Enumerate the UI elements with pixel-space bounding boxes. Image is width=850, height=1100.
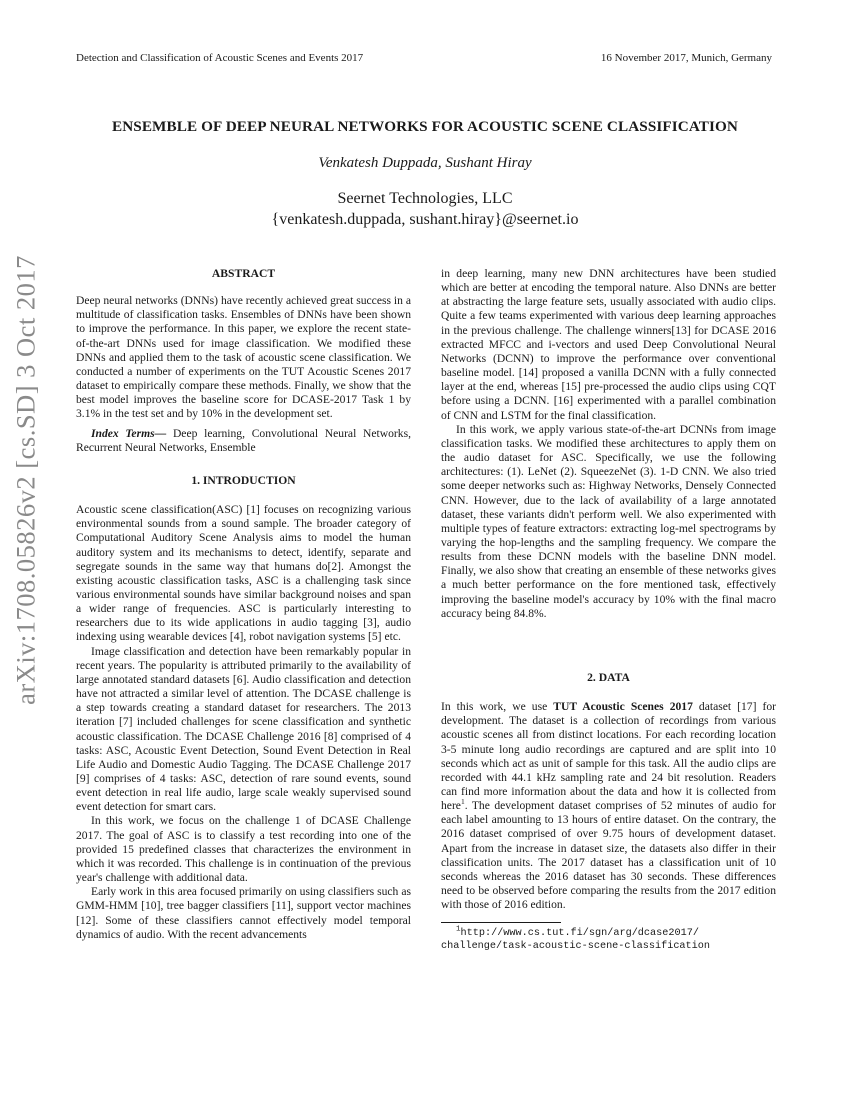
data-heading: 2. DATA: [587, 670, 630, 684]
data-text-b: . The development dataset comprises of 52 minutes of audio for each label amounting to 13 hours of entire dataset. On the contrary, the 2016 dataset comprised of over 9.75 hours of development dataset. Apart from the increase in dataset size, the datasets also differ in their classification units. The 2017 dataset has a classification unit of 10 seconds whereas the 2016 dataset has 30 seconds. These differences need to be observed before comparing the results from the 2017 edition with those of 2016 edition.: [441, 799, 776, 912]
intro-heading: 1. INTRODUCTION: [191, 473, 296, 487]
index-terms-text: Deep learning, Convolutional Neural Networks, Recurrent Neural Networks, Ensemble: [76, 426, 411, 454]
arxiv-stamp-text: arXiv:1708.05826v2 [cs.SD] 3 Oct 2017: [10, 255, 41, 705]
author-email: {venkatesh.duppada, sushant.hiray}@seernet.io: [271, 211, 579, 228]
intro-paragraph-2: Image classification and detection have been remarkably popular in recent years. The popularity is attributed primarily to the availability of large annotated standard datasets [6]. Audio classification and detection have not attracted a similar level of attention. The DCASE challenge is a step towards creating a standard dataset for researchers. The 2013 iteration [7] included challenges for scene classification and synthetic acoustic classification. The DCASE Challenge 2016 [8] comprised of 4 tasks: ASC, Acoustic Event Detection, Sound Event Detection in Real Life Audio and Domestic Audio Tagging. The DCASE Challenge 2017 [9] comprises of 4 tasks: ASC, detection of rare sound events, sound event detection in real life audio, large scale weakly supervised sound event detection for smart cars.: [76, 644, 411, 814]
index-terms: [76, 427, 411, 455]
intro-paragraph-6: In this work, we apply various state-of-the-art DCNNs from image classification tasks. We modified these architectures to apply them on the audio dataset for ASC. Specifically, we use the following architectures: (1). LeNet (2). SqueezeNet (3). 1-D CNN. We also tried some deeper networks such as: Highway Networks, Densely Connected CNN. However, due to the lack of availability of a large annotated dataset, these variants didn't perform well. We also experimented with multiple types of feature extractors: extracting log-mel spectrograms by varying the hop-lengths and the sampling frequency. We compare the results from these DCNN models with the baseline DNN model. Finally, we also show that creating an ensemble of these networks gives a much better performance on the fore mentioned task, effectively improving the baseline model's accuracy by 10% with the final macro accuracy being 84.8%.: [441, 422, 776, 620]
running-header-right: 16 November 2017, Munich, Germany: [600, 52, 772, 64]
abstract-heading: ABSTRACT: [211, 267, 276, 280]
footnote-ref: 1: [460, 797, 465, 807]
footnote-mark: 1: [456, 926, 461, 935]
intro-paragraph-4: Early work in this area focused primarily on using classifiers such as GMM-HMM [10], tree bagger classifiers [11], support vector machines [12]. Some of these classifiers cannot effectively model temporal dynamics of audio. With the recent advancements: [76, 885, 411, 941]
footnote-url-line-2: challenge/task-acoustic-scene-classification: [441, 941, 710, 953]
footnote: [441, 927, 776, 953]
dataset-name: TUT Acoustic Scenes 2017: [553, 700, 693, 714]
intro-paragraph-3: In this work, we focus on the challenge 1 of DCASE Challenge 2017. The goal of ASC is to classify a test recording into one of the provided 15 predefined classes that characterizes the environment in which it was recorded. This challenge is in continuation of the previous year's challenge with additional data.: [76, 814, 411, 885]
index-terms-label: Index Terms—: [91, 426, 167, 440]
intro-paragraph-1: Acoustic scene classification(ASC) [1] focuses on recognizing various environmental sounds from a sound sample. The broader category of Computational Auditory Scene Analysis aims to model the human auditory system and its mechanisms to detect, identify, separate and segregate sounds in the same way that humans do[2]. Amongst the existing acoustic classification tasks, ASC is a challenging task since various environmental sounds have similar background noises and span a wider range of frequencies. ASC is particularly interesting to researchers due to its wide applications in audio tagging [3], audio indexing using wearable devices [4], robot navigation systems [5] etc.: [76, 503, 411, 644]
author-affiliation: Seernet Technologies, LLC: [337, 190, 513, 207]
footnote-rule: [441, 922, 561, 923]
data-text-a: dataset [17] for development. The dataset is a collection of recordings from various acoustic scenes all from distinct locations. For each recording location 3-5 minute long audio recordings are captured and are split into 10 seconds which act as unit of sample for this task. All the audio clips are recorded with 44.1 kHz sampling rate and 24 bit resolution. Readers can find more information about the data and how it is collected from here: [441, 700, 777, 813]
arxiv-stamp: [4, 255, 48, 705]
data-paragraph: [441, 700, 776, 912]
data-lead: In this work, we use: [441, 700, 554, 714]
intro-paragraph-5: in deep learning, many new DNN architectures have been studied which are better at encoding the temporal nature. Also DNNs are better at abstracting the large feature sets, usually associated with audio clips. Quite a few teams experimented with various deep learning approaches in the previous challenge. The challenge winners[13] for DCASE 2016 extracted MFCC and i-vectors and used Deep Convolutional Neural Networks (DCNN) to improve the performance over conventional baseline model. [14] proposed a vanilla DCNN with a fully connected layer at the end, whereas [15] pre-processed the audio clips using CQT before using a DCNN. [16] experimented with a parallel combination of CNN and LSTM for the final classification.: [441, 267, 776, 422]
abstract-text: Deep neural networks (DNNs) have recently achieved great success in a multitude of classification tasks. Ensembles of DNNs have been shown to improve the performance. In this paper, we explore the recent state-of-the-art DNNs used for image classification. We modified these DNNs and applied them to the task of acoustic scene classification. We conducted a number of experiments on the TUT Acoustic Scenes 2017 dataset to empirically compare these methods. Finally, we show that the best model improves the baseline score for DCASE-2017 Task 1 by 3.1% in the test set and by 10% in the development set.: [76, 294, 411, 421]
footnote-url-line-1: http://www.cs.tut.fi/sgn/arg/dcase2017/: [460, 928, 699, 940]
paper-title: ENSEMBLE OF DEEP NEURAL NETWORKS FOR ACOUSTIC SCENE CLASSIFICATION: [111, 118, 739, 135]
running-header-left: Detection and Classification of Acoustic Scenes and Events 2017: [76, 52, 364, 64]
paper-authors: Venkatesh Duppada, Sushant Hiray: [318, 155, 532, 171]
right-column: [441, 267, 776, 953]
left-column: [76, 267, 411, 942]
